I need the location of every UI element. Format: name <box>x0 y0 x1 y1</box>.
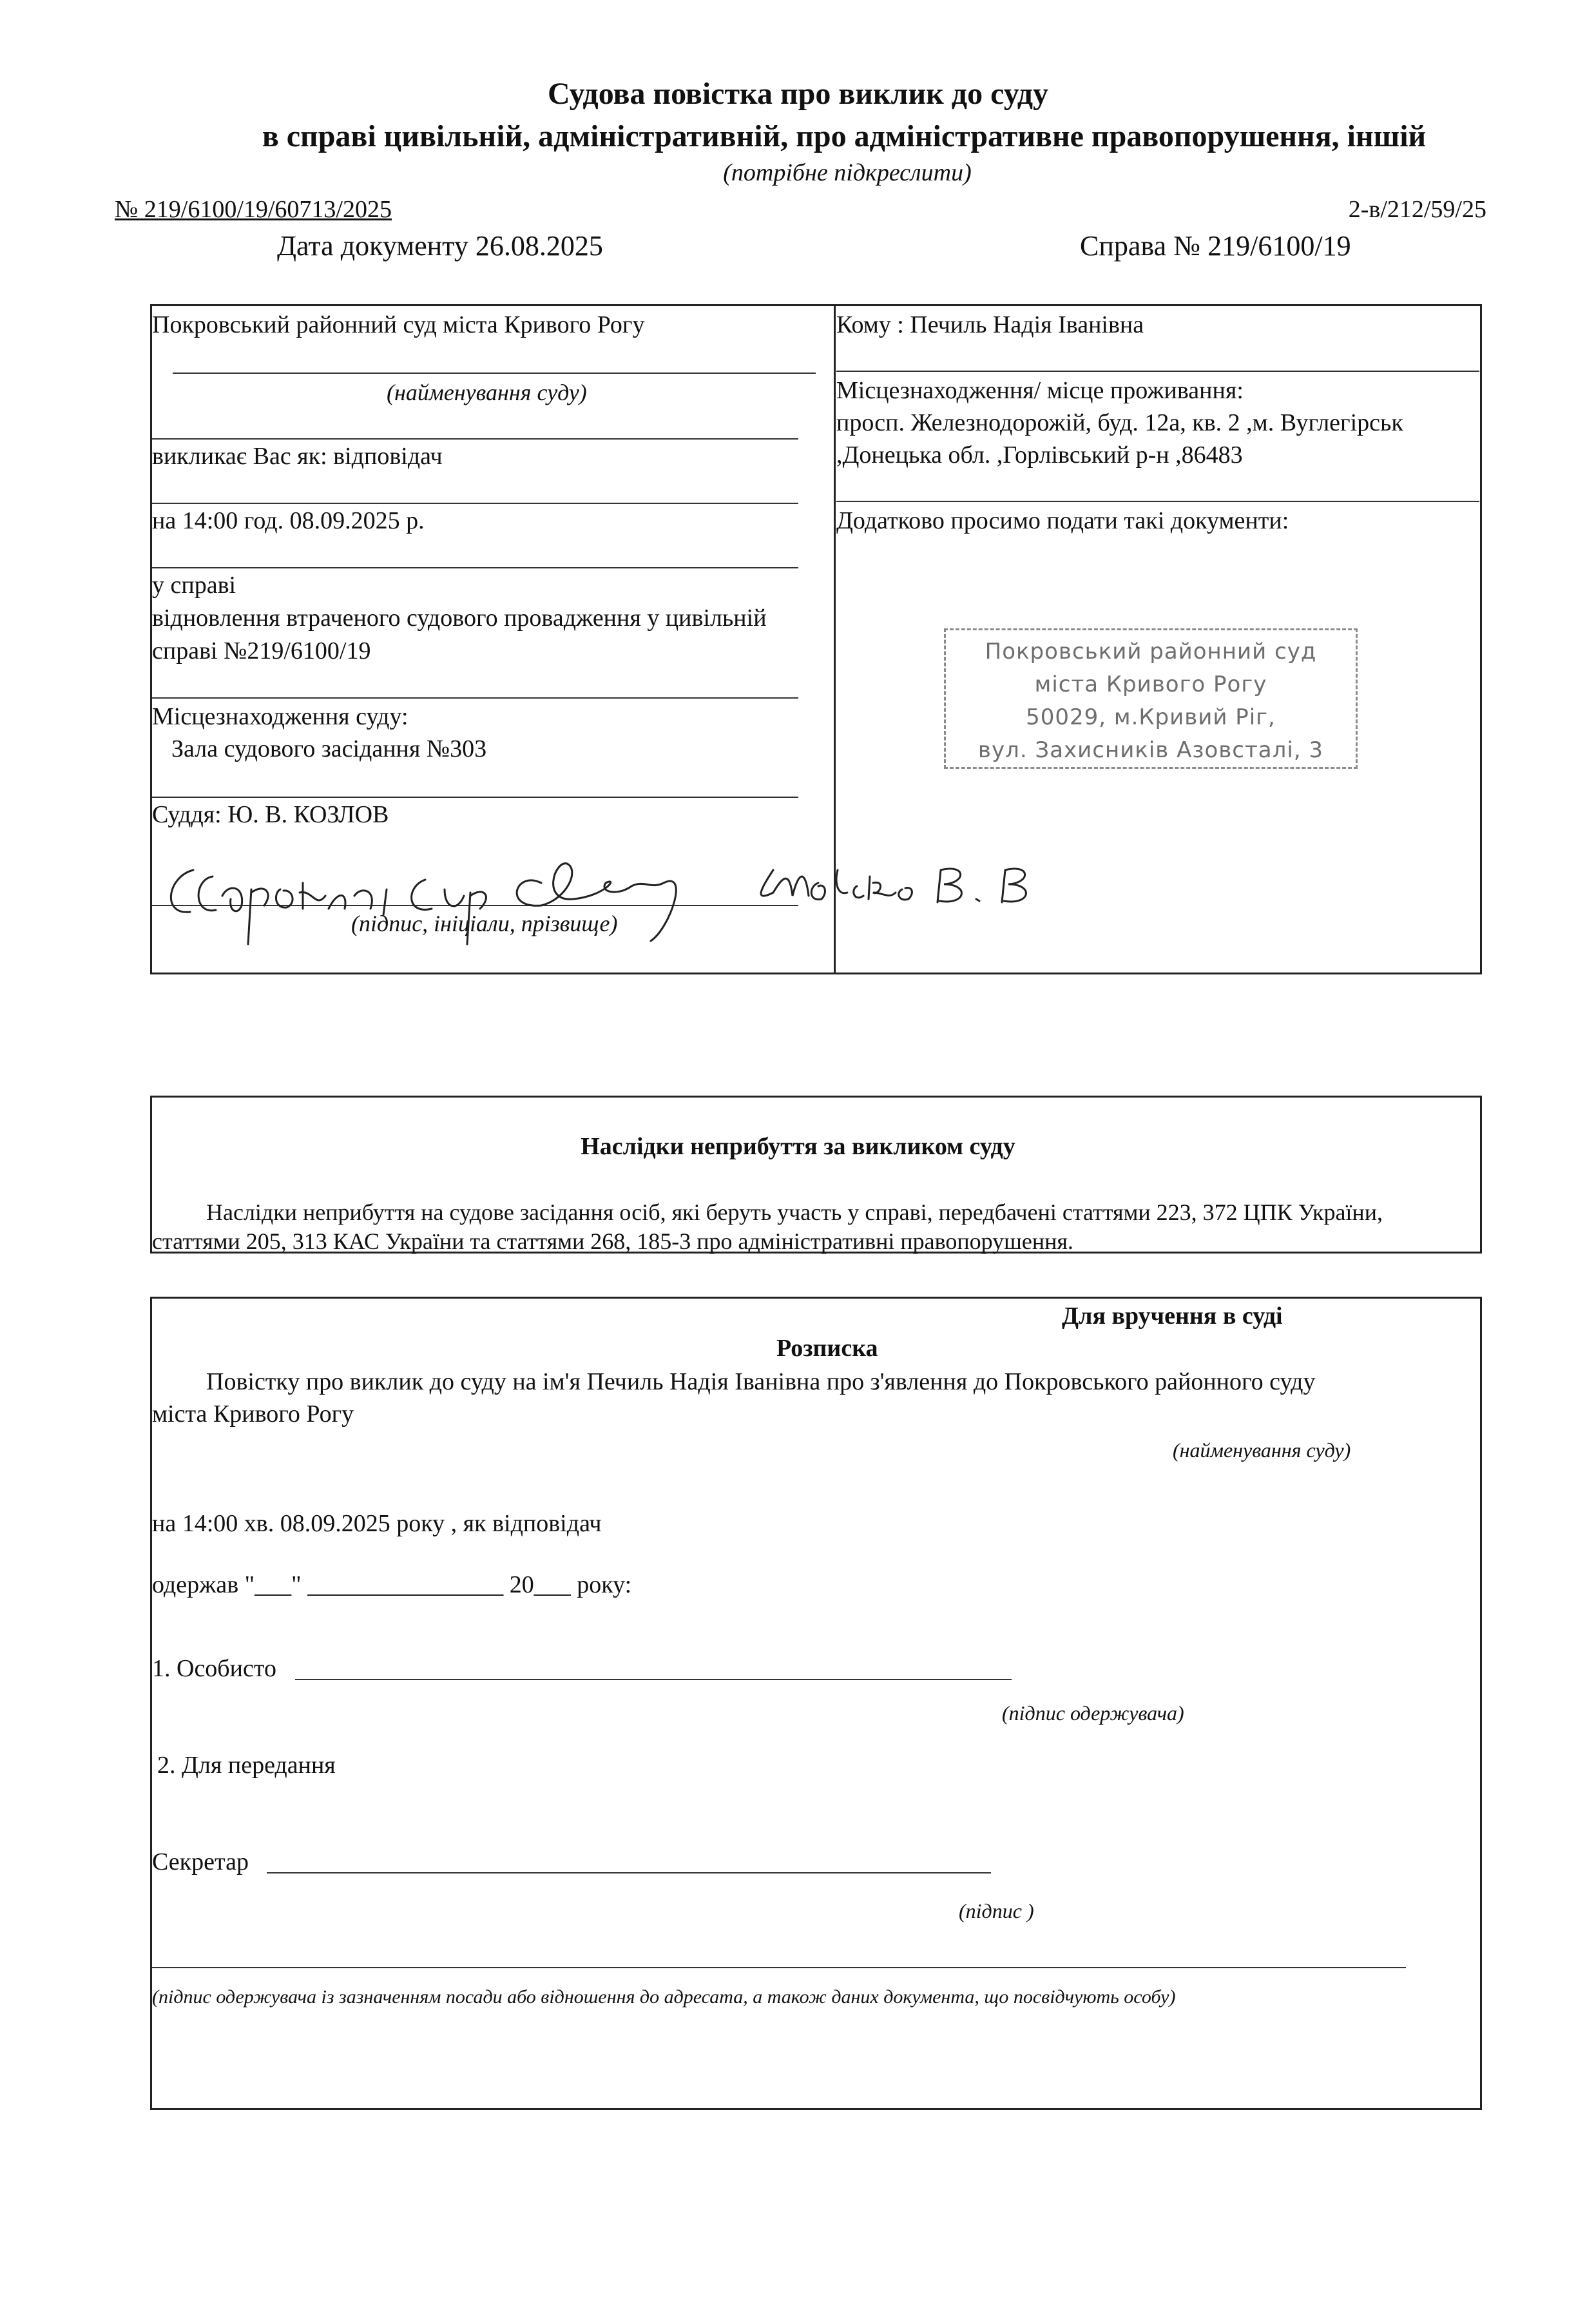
court-name: Покровський районний суд міста Кривого Рогу <box>152 311 645 338</box>
receipt-time: на 14:00 хв. 08.09.2025 року , як відповідач <box>152 1510 602 1537</box>
signature-line <box>295 1679 1012 1680</box>
handwritten-signature <box>155 831 1134 947</box>
secretary-label: Секретар <box>152 1848 249 1875</box>
address-line2: ,Донецька обл. ,Горлівський р-н ,86483 <box>836 441 1243 469</box>
case-number: Справа № 219/6100/19 <box>1080 230 1351 262</box>
transfer-label: 2. Для передання <box>157 1752 336 1779</box>
for-court-label: Для вручення в суді <box>1062 1302 1283 1330</box>
divider <box>152 438 798 440</box>
bottom-caption: (підпис одержувача із зазначенням посади або відношення до адресата, а також даних документа, що посвідчують особу) <box>152 1986 1176 2008</box>
in-case-label: у справі <box>152 572 236 599</box>
case-code: 2-в/212/59/25 <box>1348 196 1486 223</box>
document-date: Дата документу 26.08.2025 <box>277 230 603 262</box>
address-line1: просп. Железнодорожій, буд. 12а, кв. 2 ,м. Вуглегірськ <box>836 409 1403 436</box>
stamp-line: Покровський районний суд <box>985 639 1317 664</box>
court-location: Зала судового засідання №303 <box>171 735 487 762</box>
court-location-label: Місцезнаходження суду: <box>152 703 409 730</box>
consequences-text-line2: статтями 205, 313 КАС України та статтями 268, 185-3 про адміністративні правопорушення. <box>152 1228 1073 1254</box>
case-description-line1: відновлення втраченого судового провадження у цивільній <box>152 605 767 632</box>
signature-line <box>267 1872 991 1873</box>
consequences-title: Наслідки неприбуття за викликом суду <box>581 1133 1015 1160</box>
document-title: Судова повістка про виклик до суду <box>547 77 1049 111</box>
divider <box>152 697 798 699</box>
court-stamp <box>944 628 1358 769</box>
recipient-name: Кому : Печиль Надія Іванівна <box>836 311 1144 338</box>
divider <box>836 501 1479 502</box>
receipt-title: Розписка <box>776 1335 878 1362</box>
stamp-line: міста Кривого Рогу <box>1034 672 1267 697</box>
case-description-line2: справі №219/6100/19 <box>152 637 371 664</box>
consequences-text-line1: Наслідки неприбуття на судове засідання осіб, які беруть участь у справі, передбачені статтями 223, 372 ЦПК України, <box>206 1199 1383 1225</box>
stamp-line: 50029, м.Кривий Ріг, <box>1026 704 1276 730</box>
received-date: одержав "___" ________________ 20___ року: <box>152 1571 632 1598</box>
stamp-line: вул. Захисників Азовсталі, 3 <box>977 737 1324 763</box>
summoned-as: викликає Вас як: відповідач <box>152 443 443 470</box>
court-caption: (найменування суду) <box>387 380 587 405</box>
signature-line <box>152 1967 1406 1968</box>
additional-documents: Додатково просимо подати такі документи: <box>836 507 1289 534</box>
recipient-caption: (підпис одержувача) <box>1002 1701 1184 1725</box>
receipt-line2: міста Кривого Рогу <box>152 1400 354 1428</box>
personally-label: 1. Особисто <box>152 1655 276 1682</box>
receipt-line1: Повістку про виклик до суду на ім'я Печиль Надія Іванівна про з'явлення до Покровського районного суду <box>206 1368 1316 1395</box>
divider <box>152 567 798 568</box>
summons-number: № 219/6100/19/60713/2025 <box>115 196 392 223</box>
underline-note: (потрібне підкреслити) <box>723 159 972 186</box>
divider <box>836 371 1479 372</box>
divider <box>173 373 816 374</box>
divider <box>152 797 798 798</box>
document-subtitle: в справі цивільній, адміністративній, про адміністративне правопорушення, іншій <box>262 119 1427 153</box>
hearing-time: на 14:00 год. 08.09.2025 р. <box>152 507 425 534</box>
receipt-court-caption: (найменування суду) <box>1173 1438 1351 1462</box>
address-label: Місцезнаходження/ місце проживання: <box>836 377 1244 404</box>
signature-caption: (підпис, ініціали, прізвище) <box>351 911 618 936</box>
secretary-sign-caption: (підпис ) <box>959 1899 1034 1922</box>
divider <box>152 503 798 504</box>
judge-name: Суддя: Ю. В. КОЗЛОВ <box>152 801 389 828</box>
